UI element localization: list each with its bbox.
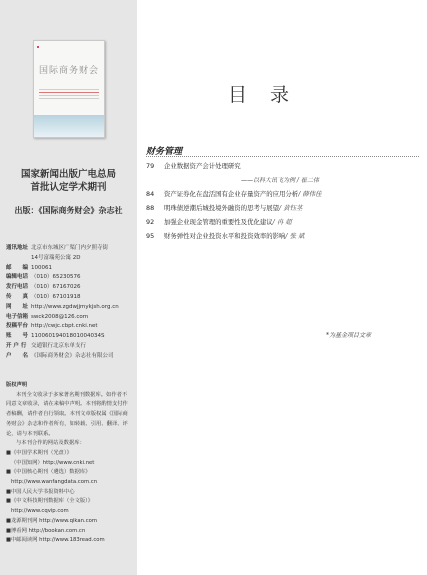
contact-label: 开 户 行 bbox=[6, 342, 27, 349]
fund-note: *为基金项目文章 bbox=[325, 332, 371, 339]
copyright-block bbox=[6, 381, 132, 546]
publisher-line: 出版：《国际商务财会》杂志社 bbox=[14, 205, 123, 215]
contact-row bbox=[6, 342, 134, 352]
toc-list bbox=[146, 161, 422, 245]
contact-label: 编辑电话 bbox=[6, 274, 29, 281]
contact-label: 传 真 bbox=[6, 293, 29, 300]
contact-row bbox=[6, 264, 134, 274]
toc-article-title: 财务弹性对企业投资水平和投资效率的影响 bbox=[164, 232, 286, 240]
contact-info bbox=[6, 244, 134, 362]
toc-item[interactable] bbox=[146, 231, 422, 245]
source-item: http://www.wanfangdata.com.cn bbox=[11, 479, 98, 486]
contact-row bbox=[6, 283, 134, 293]
source-line: 与本刊合作的网站及数据库： bbox=[16, 440, 85, 447]
contact-value: （010）67101918 bbox=[31, 293, 81, 300]
cover-title: 国际商务财会 bbox=[38, 66, 99, 76]
cover-lines bbox=[39, 89, 99, 101]
contact-row bbox=[6, 273, 134, 283]
contact-label: 电子信箱 bbox=[6, 313, 29, 320]
toc-page-number: 95 bbox=[146, 232, 155, 240]
toc-item[interactable] bbox=[146, 161, 422, 175]
journal-cover-image bbox=[33, 40, 105, 138]
source-item: http://www.cqvip.com bbox=[11, 508, 69, 515]
source-item: ■龙源期刊网 http://www.qikan.com bbox=[6, 517, 98, 524]
section-title: 财务管理 bbox=[146, 147, 183, 157]
contact-value: http://cwjc.cbpt.cnki.net bbox=[31, 323, 98, 330]
toc-article-title: 加强企业现金管理的重要性及优化建议 bbox=[164, 218, 273, 226]
contact-label: 发行电话 bbox=[6, 284, 29, 291]
copyright-text: 本刊全文收录于多家著名期刊数据库。如作者不同意文章收录，请在来稿中声明。本刊将酌情支付作者稿酬，请作者自行领取。本刊文章版权属《国际商务财会》杂志和作者所有，如转载、引用、翻译、评论，请与本刊联系。 bbox=[6, 391, 128, 437]
contact-row bbox=[6, 244, 134, 254]
contact-value: http://www.zgdwjjmykjsh.org.cn bbox=[31, 303, 119, 310]
contact-label: 网 址 bbox=[6, 303, 29, 310]
toc-author: / 黄钰茎 bbox=[279, 204, 303, 212]
contact-label: 投稿平台 bbox=[6, 323, 29, 330]
toc-author: / 冉 超 bbox=[272, 218, 292, 226]
section-divider bbox=[146, 156, 419, 157]
contact-row bbox=[6, 254, 134, 264]
contact-value: swck2008@126.com bbox=[31, 313, 89, 320]
contact-value: 11006019401801004034S bbox=[31, 333, 105, 340]
toc-subtitle: ——以科大讯飞为例 / 崔二伟 bbox=[241, 177, 319, 184]
source-item: ■博看网 http://bookan.com.cn bbox=[6, 527, 86, 534]
contact-value: 北京市东城区广渠门内夕照寺街 bbox=[31, 245, 109, 251]
sidebar bbox=[0, 0, 137, 575]
contact-row bbox=[6, 303, 134, 313]
contact-row bbox=[6, 352, 134, 362]
source-item: ■《中国学术期刊（光盘）》 bbox=[6, 449, 72, 456]
authority-line-1: 国家新闻出版广电总局 bbox=[20, 169, 116, 180]
toc-article-title: 资产证券化在盘活国有企业存量资产的应用分析 bbox=[164, 190, 299, 198]
contact-value: （010）65230576 bbox=[31, 274, 81, 281]
contact-value: 14号富瑞苑公寓 2D bbox=[31, 254, 81, 261]
contact-label bbox=[6, 254, 31, 264]
toc-page-number: 88 bbox=[146, 204, 155, 212]
contact-value: 100061 bbox=[31, 264, 52, 271]
contact-value: （010）67167026 bbox=[31, 284, 81, 291]
source-list bbox=[6, 449, 132, 546]
toc-item[interactable] bbox=[146, 203, 422, 217]
toc-article-title: 企业数据资产会计处理研究 bbox=[164, 162, 241, 170]
page-title: 目 录 bbox=[228, 84, 292, 106]
contact-label: 邮 编 bbox=[6, 264, 29, 271]
contact-label: 户 名 bbox=[6, 352, 29, 359]
contact-row bbox=[6, 322, 134, 332]
toc-page-number: 92 bbox=[146, 218, 155, 226]
toc-item[interactable] bbox=[146, 189, 422, 203]
toc-article-title: 明珠债逆潮后城投境外融资的思考与展望 bbox=[164, 204, 280, 212]
source-item: ■中国人民大学书报资料中心 bbox=[6, 488, 75, 495]
contact-row bbox=[6, 293, 134, 303]
contact-value: 交通银行北京东单支行 bbox=[31, 342, 87, 349]
source-item: ■中邮阅读网 http://www.183read.com bbox=[6, 537, 105, 544]
copyright-title: 版权声明 bbox=[6, 382, 28, 388]
toc-page-number: 79 bbox=[146, 162, 155, 170]
contact-value: 《国际商务财会》杂志社有限公司 bbox=[31, 352, 114, 359]
cover-bottom-band bbox=[34, 115, 104, 137]
contact-label: 通讯地址 bbox=[6, 245, 29, 251]
source-item: ■《中文科技期刊数据库（全文版）》 bbox=[6, 498, 94, 505]
toc-page-number: 84 bbox=[146, 190, 155, 198]
cover-logo-icon bbox=[37, 46, 39, 48]
authority-line-2: 首批认定学术期刊 bbox=[30, 182, 107, 193]
toc-author: / 张 斌 bbox=[285, 232, 305, 240]
contact-row bbox=[6, 332, 134, 342]
toc-author: / 薛伟佳 bbox=[298, 190, 322, 198]
toc-item[interactable] bbox=[146, 217, 422, 231]
contact-label: 账 号 bbox=[6, 333, 29, 340]
source-item: ■《中国核心期刊（遴选）数据库》 bbox=[6, 469, 91, 476]
source-item: （中国知网）http://www.cnki.net bbox=[11, 459, 95, 466]
contact-row bbox=[6, 313, 134, 323]
